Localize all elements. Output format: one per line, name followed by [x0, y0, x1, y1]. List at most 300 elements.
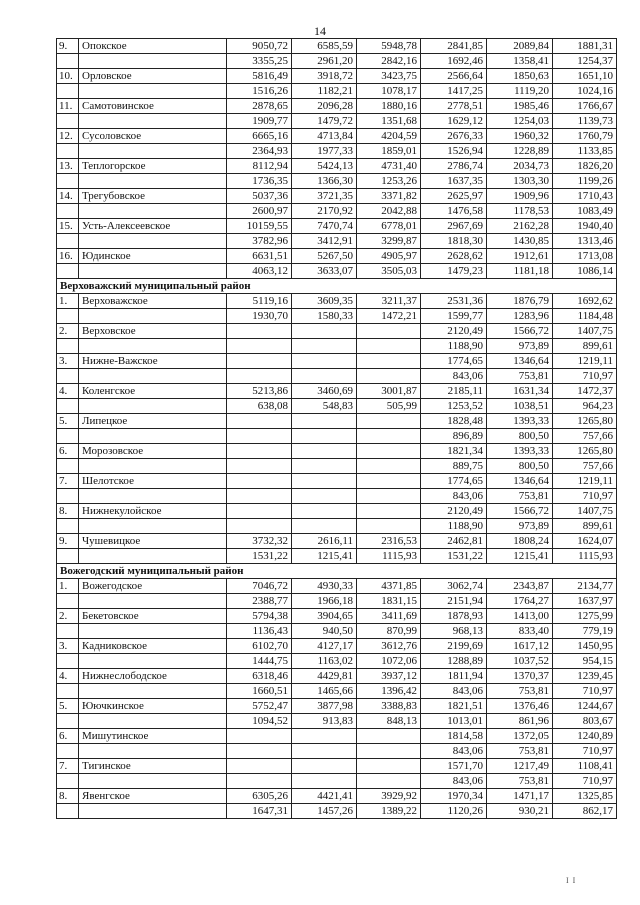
footer-mark: I I	[566, 876, 577, 885]
settlement-name	[79, 309, 227, 324]
value-cell: 1692,46	[421, 54, 487, 69]
settlement-name	[79, 459, 227, 474]
value-cell: 1526,94	[421, 144, 487, 159]
row-number: 14.	[57, 189, 79, 204]
value-cell: 5794,38	[227, 609, 292, 624]
value-cell: 1828,48	[421, 414, 487, 429]
row-number	[57, 654, 79, 669]
value-cell	[292, 774, 357, 789]
table-row	[57, 129, 617, 144]
value-cell: 1346,64	[487, 354, 553, 369]
row-number: 9.	[57, 534, 79, 549]
value-cell: 843,06	[421, 774, 487, 789]
value-cell: 896,89	[421, 429, 487, 444]
value-cell: 5424,13	[292, 159, 357, 174]
settlement-name	[79, 114, 227, 129]
settlement-name	[79, 684, 227, 699]
value-cell: 2628,62	[421, 249, 487, 264]
value-cell	[292, 324, 357, 339]
value-cell: 3001,87	[357, 384, 421, 399]
value-cell: 4429,81	[292, 669, 357, 684]
value-cell	[357, 489, 421, 504]
value-cell	[292, 744, 357, 759]
value-cell: 3460,69	[292, 384, 357, 399]
table-subrow	[57, 774, 617, 789]
value-cell	[227, 744, 292, 759]
value-cell	[292, 474, 357, 489]
value-cell: 6778,01	[357, 219, 421, 234]
value-cell: 2089,84	[487, 39, 553, 54]
value-cell: 1120,26	[421, 804, 487, 819]
value-cell: 954,15	[553, 654, 617, 669]
value-cell: 1078,17	[357, 84, 421, 99]
value-cell: 3388,83	[357, 699, 421, 714]
value-cell: 2162,28	[487, 219, 553, 234]
value-cell: 1253,52	[421, 399, 487, 414]
table-subrow	[57, 519, 617, 534]
row-number: 7.	[57, 759, 79, 774]
value-cell: 1283,96	[487, 309, 553, 324]
value-cell: 3411,69	[357, 609, 421, 624]
value-cell: 4421,41	[292, 789, 357, 804]
value-cell	[292, 414, 357, 429]
settlement-name: Теплогорское	[79, 159, 227, 174]
settlement-name	[79, 489, 227, 504]
settlement-name: Вожегодское	[79, 579, 227, 594]
value-cell: 1115,93	[357, 549, 421, 564]
value-cell	[292, 444, 357, 459]
value-cell: 1472,21	[357, 309, 421, 324]
settlement-name: Морозовское	[79, 444, 227, 459]
value-cell: 2199,69	[421, 639, 487, 654]
settlement-name: Тигинское	[79, 759, 227, 774]
value-cell	[227, 339, 292, 354]
settlement-name	[79, 144, 227, 159]
value-cell: 1457,26	[292, 804, 357, 819]
value-cell: 1219,11	[553, 474, 617, 489]
value-cell: 1566,72	[487, 504, 553, 519]
value-cell: 973,89	[487, 339, 553, 354]
value-cell: 3732,32	[227, 534, 292, 549]
table-subrow	[57, 369, 617, 384]
value-cell: 6318,46	[227, 669, 292, 684]
value-cell: 4713,84	[292, 129, 357, 144]
table-subrow	[57, 654, 617, 669]
row-number: 5.	[57, 699, 79, 714]
value-cell	[357, 354, 421, 369]
value-cell	[357, 339, 421, 354]
value-cell: 710,97	[553, 684, 617, 699]
value-cell	[357, 519, 421, 534]
value-cell: 1930,70	[227, 309, 292, 324]
table-body	[57, 39, 617, 819]
value-cell: 2120,49	[421, 324, 487, 339]
value-cell: 3929,92	[357, 789, 421, 804]
value-cell: 2625,97	[421, 189, 487, 204]
value-cell: 2842,16	[357, 54, 421, 69]
row-number: 8.	[57, 789, 79, 804]
value-cell	[227, 444, 292, 459]
row-number	[57, 204, 79, 219]
value-cell: 2566,64	[421, 69, 487, 84]
value-cell: 1024,16	[553, 84, 617, 99]
table-row	[57, 294, 617, 309]
value-cell: 803,67	[553, 714, 617, 729]
value-cell	[292, 369, 357, 384]
table-row	[57, 699, 617, 714]
row-number	[57, 714, 79, 729]
value-cell: 1966,18	[292, 594, 357, 609]
table-row	[57, 639, 617, 654]
row-number: 6.	[57, 729, 79, 744]
value-cell: 5816,49	[227, 69, 292, 84]
value-cell	[357, 504, 421, 519]
value-cell: 4204,59	[357, 129, 421, 144]
value-cell: 848,13	[357, 714, 421, 729]
value-cell: 1876,79	[487, 294, 553, 309]
table-row	[57, 69, 617, 84]
value-cell: 1072,06	[357, 654, 421, 669]
value-cell	[292, 459, 357, 474]
row-number	[57, 264, 79, 279]
table-row	[57, 609, 617, 624]
value-cell	[357, 759, 421, 774]
value-cell: 1912,61	[487, 249, 553, 264]
value-cell: 1013,01	[421, 714, 487, 729]
table-row	[57, 159, 617, 174]
value-cell: 861,96	[487, 714, 553, 729]
value-cell	[292, 429, 357, 444]
value-cell: 1115,93	[553, 549, 617, 564]
settlement-name	[79, 774, 227, 789]
value-cell: 757,66	[553, 429, 617, 444]
value-cell: 2778,51	[421, 99, 487, 114]
value-cell: 1531,22	[421, 549, 487, 564]
value-cell: 505,99	[357, 399, 421, 414]
value-cell: 7046,72	[227, 579, 292, 594]
value-cell: 1774,65	[421, 474, 487, 489]
settlement-name: Явенгское	[79, 789, 227, 804]
value-cell: 1228,89	[487, 144, 553, 159]
value-cell: 3612,76	[357, 639, 421, 654]
table-subrow	[57, 264, 617, 279]
value-cell: 2462,81	[421, 534, 487, 549]
row-number	[57, 624, 79, 639]
value-cell: 3211,37	[357, 294, 421, 309]
value-cell: 1651,10	[553, 69, 617, 84]
table-row	[57, 249, 617, 264]
value-cell: 6102,70	[227, 639, 292, 654]
row-number: 4.	[57, 384, 79, 399]
row-number: 16.	[57, 249, 79, 264]
value-cell: 1878,93	[421, 609, 487, 624]
table-row	[57, 534, 617, 549]
value-cell: 1977,33	[292, 144, 357, 159]
value-cell: 1516,26	[227, 84, 292, 99]
value-cell: 1713,08	[553, 249, 617, 264]
section-header-row	[57, 279, 617, 294]
table-subrow	[57, 429, 617, 444]
value-cell: 3918,72	[292, 69, 357, 84]
value-cell: 1288,89	[421, 654, 487, 669]
row-number: 11.	[57, 99, 79, 114]
settlement-name	[79, 429, 227, 444]
value-cell: 843,06	[421, 489, 487, 504]
value-cell	[357, 474, 421, 489]
settlement-name	[79, 264, 227, 279]
value-cell: 1407,75	[553, 324, 617, 339]
table-subrow	[57, 84, 617, 99]
settlement-name: Усть-Алексеевское	[79, 219, 227, 234]
row-number: 12.	[57, 129, 79, 144]
value-cell: 1133,85	[553, 144, 617, 159]
value-cell: 5119,16	[227, 294, 292, 309]
value-cell: 1215,41	[487, 549, 553, 564]
value-cell: 1826,20	[553, 159, 617, 174]
table-subrow	[57, 144, 617, 159]
row-number: 1.	[57, 294, 79, 309]
value-cell: 1219,11	[553, 354, 617, 369]
value-cell: 1692,62	[553, 294, 617, 309]
table-subrow	[57, 309, 617, 324]
value-cell: 1244,67	[553, 699, 617, 714]
value-cell: 899,61	[553, 339, 617, 354]
value-cell: 6585,59	[292, 39, 357, 54]
value-cell: 710,97	[553, 774, 617, 789]
table-row	[57, 669, 617, 684]
value-cell: 5037,36	[227, 189, 292, 204]
value-cell: 4905,97	[357, 249, 421, 264]
table-subrow	[57, 234, 617, 249]
value-cell: 1417,25	[421, 84, 487, 99]
value-cell	[357, 444, 421, 459]
settlement-name: Бекетовское	[79, 609, 227, 624]
table-row	[57, 99, 617, 114]
value-cell: 1396,42	[357, 684, 421, 699]
value-cell: 1531,22	[227, 549, 292, 564]
table-row	[57, 354, 617, 369]
value-cell	[227, 414, 292, 429]
value-cell: 1199,26	[553, 174, 617, 189]
value-cell: 1629,12	[421, 114, 487, 129]
value-cell: 1253,26	[357, 174, 421, 189]
settlement-name: Чушевицкое	[79, 534, 227, 549]
value-cell: 3505,03	[357, 264, 421, 279]
value-cell: 870,99	[357, 624, 421, 639]
table-row	[57, 789, 617, 804]
settlement-name: Опокское	[79, 39, 227, 54]
value-cell: 1710,43	[553, 189, 617, 204]
settlement-name	[79, 204, 227, 219]
row-number	[57, 234, 79, 249]
value-cell	[227, 519, 292, 534]
table-subrow	[57, 339, 617, 354]
row-number	[57, 744, 79, 759]
value-cell: 1808,24	[487, 534, 553, 549]
value-cell: 2531,36	[421, 294, 487, 309]
row-number	[57, 144, 79, 159]
value-cell: 1366,30	[292, 174, 357, 189]
value-cell: 1178,53	[487, 204, 553, 219]
table-subrow	[57, 204, 617, 219]
row-number: 8.	[57, 504, 79, 519]
value-cell: 1188,90	[421, 519, 487, 534]
table-subrow	[57, 174, 617, 189]
value-cell: 5213,86	[227, 384, 292, 399]
value-cell: 3371,82	[357, 189, 421, 204]
settlement-name	[79, 804, 227, 819]
value-cell: 1086,14	[553, 264, 617, 279]
value-cell: 1407,75	[553, 504, 617, 519]
value-cell: 1472,37	[553, 384, 617, 399]
value-cell: 1465,66	[292, 684, 357, 699]
value-cell: 1413,00	[487, 609, 553, 624]
row-number	[57, 429, 79, 444]
table-row	[57, 39, 617, 54]
value-cell: 2600,97	[227, 204, 292, 219]
value-cell	[292, 354, 357, 369]
value-cell: 5267,50	[292, 249, 357, 264]
value-cell	[227, 729, 292, 744]
settlement-name: Верховское	[79, 324, 227, 339]
value-cell	[292, 729, 357, 744]
settlement-name: Верховажское	[79, 294, 227, 309]
settlement-name	[79, 339, 227, 354]
settlement-name: Самотовинское	[79, 99, 227, 114]
value-cell: 2185,11	[421, 384, 487, 399]
value-cell: 862,17	[553, 804, 617, 819]
value-cell: 2364,93	[227, 144, 292, 159]
value-cell	[227, 324, 292, 339]
value-cell: 1351,68	[357, 114, 421, 129]
settlement-name	[79, 399, 227, 414]
value-cell: 1265,80	[553, 444, 617, 459]
settlement-name: Кадниковское	[79, 639, 227, 654]
row-number	[57, 684, 79, 699]
settlement-name	[79, 714, 227, 729]
value-cell: 6305,26	[227, 789, 292, 804]
value-cell	[357, 744, 421, 759]
settlement-name: Юдинское	[79, 249, 227, 264]
value-cell	[227, 489, 292, 504]
value-cell: 1393,33	[487, 414, 553, 429]
value-cell	[227, 429, 292, 444]
value-cell: 3877,98	[292, 699, 357, 714]
row-number: 10.	[57, 69, 79, 84]
row-number	[57, 54, 79, 69]
table-subrow	[57, 684, 617, 699]
value-cell	[357, 414, 421, 429]
settlement-name	[79, 744, 227, 759]
value-cell: 833,40	[487, 624, 553, 639]
table-row	[57, 504, 617, 519]
value-cell: 10159,55	[227, 219, 292, 234]
table-row	[57, 324, 617, 339]
value-cell: 1215,41	[292, 549, 357, 564]
value-cell: 1580,33	[292, 309, 357, 324]
value-cell: 1038,51	[487, 399, 553, 414]
value-cell: 1880,16	[357, 99, 421, 114]
value-cell: 1909,96	[487, 189, 553, 204]
value-cell: 3782,96	[227, 234, 292, 249]
row-number	[57, 309, 79, 324]
value-cell: 2388,77	[227, 594, 292, 609]
settlement-name	[79, 594, 227, 609]
table-subrow	[57, 714, 617, 729]
value-cell: 1479,72	[292, 114, 357, 129]
page-number: 14	[314, 24, 326, 38]
value-cell	[227, 759, 292, 774]
row-number	[57, 549, 79, 564]
value-cell: 2616,11	[292, 534, 357, 549]
settlement-name: Нижнеслободское	[79, 669, 227, 684]
value-cell: 1859,01	[357, 144, 421, 159]
row-number: 3.	[57, 354, 79, 369]
settlement-name	[79, 54, 227, 69]
value-cell: 4930,33	[292, 579, 357, 594]
table-subrow	[57, 549, 617, 564]
value-cell: 843,06	[421, 684, 487, 699]
value-cell: 1450,95	[553, 639, 617, 654]
value-cell	[292, 759, 357, 774]
value-cell: 1393,33	[487, 444, 553, 459]
value-cell: 1181,18	[487, 264, 553, 279]
row-number: 3.	[57, 639, 79, 654]
settlement-name	[79, 624, 227, 639]
row-number	[57, 114, 79, 129]
value-cell: 2034,73	[487, 159, 553, 174]
value-cell: 1372,05	[487, 729, 553, 744]
value-cell: 843,06	[421, 744, 487, 759]
row-number: 13.	[57, 159, 79, 174]
settlement-name: Мишутинское	[79, 729, 227, 744]
value-cell: 1083,49	[553, 204, 617, 219]
table-subrow	[57, 624, 617, 639]
row-number: 6.	[57, 444, 79, 459]
value-cell: 1037,52	[487, 654, 553, 669]
table-row	[57, 579, 617, 594]
value-cell: 1760,79	[553, 129, 617, 144]
value-cell: 1139,73	[553, 114, 617, 129]
value-cell: 1660,51	[227, 684, 292, 699]
table-row	[57, 759, 617, 774]
value-cell: 4371,85	[357, 579, 421, 594]
value-cell: 1184,48	[553, 309, 617, 324]
table-subrow	[57, 114, 617, 129]
value-cell: 753,81	[487, 489, 553, 504]
value-cell: 1094,52	[227, 714, 292, 729]
value-cell: 2841,85	[421, 39, 487, 54]
value-cell	[357, 369, 421, 384]
settlement-name: Орловское	[79, 69, 227, 84]
value-cell: 1831,15	[357, 594, 421, 609]
value-cell: 1818,30	[421, 234, 487, 249]
section-title: Верховажский муниципальный район	[57, 279, 617, 294]
value-cell: 1240,89	[553, 729, 617, 744]
settlement-name: Липецкое	[79, 414, 227, 429]
row-number	[57, 594, 79, 609]
value-cell: 1108,41	[553, 759, 617, 774]
settlement-name	[79, 234, 227, 249]
value-cell: 1119,20	[487, 84, 553, 99]
settlement-name	[79, 549, 227, 564]
value-cell: 1430,85	[487, 234, 553, 249]
value-cell: 4127,17	[292, 639, 357, 654]
value-cell: 1985,46	[487, 99, 553, 114]
value-cell: 1389,22	[357, 804, 421, 819]
value-cell: 2134,77	[553, 579, 617, 594]
value-cell: 1821,51	[421, 699, 487, 714]
